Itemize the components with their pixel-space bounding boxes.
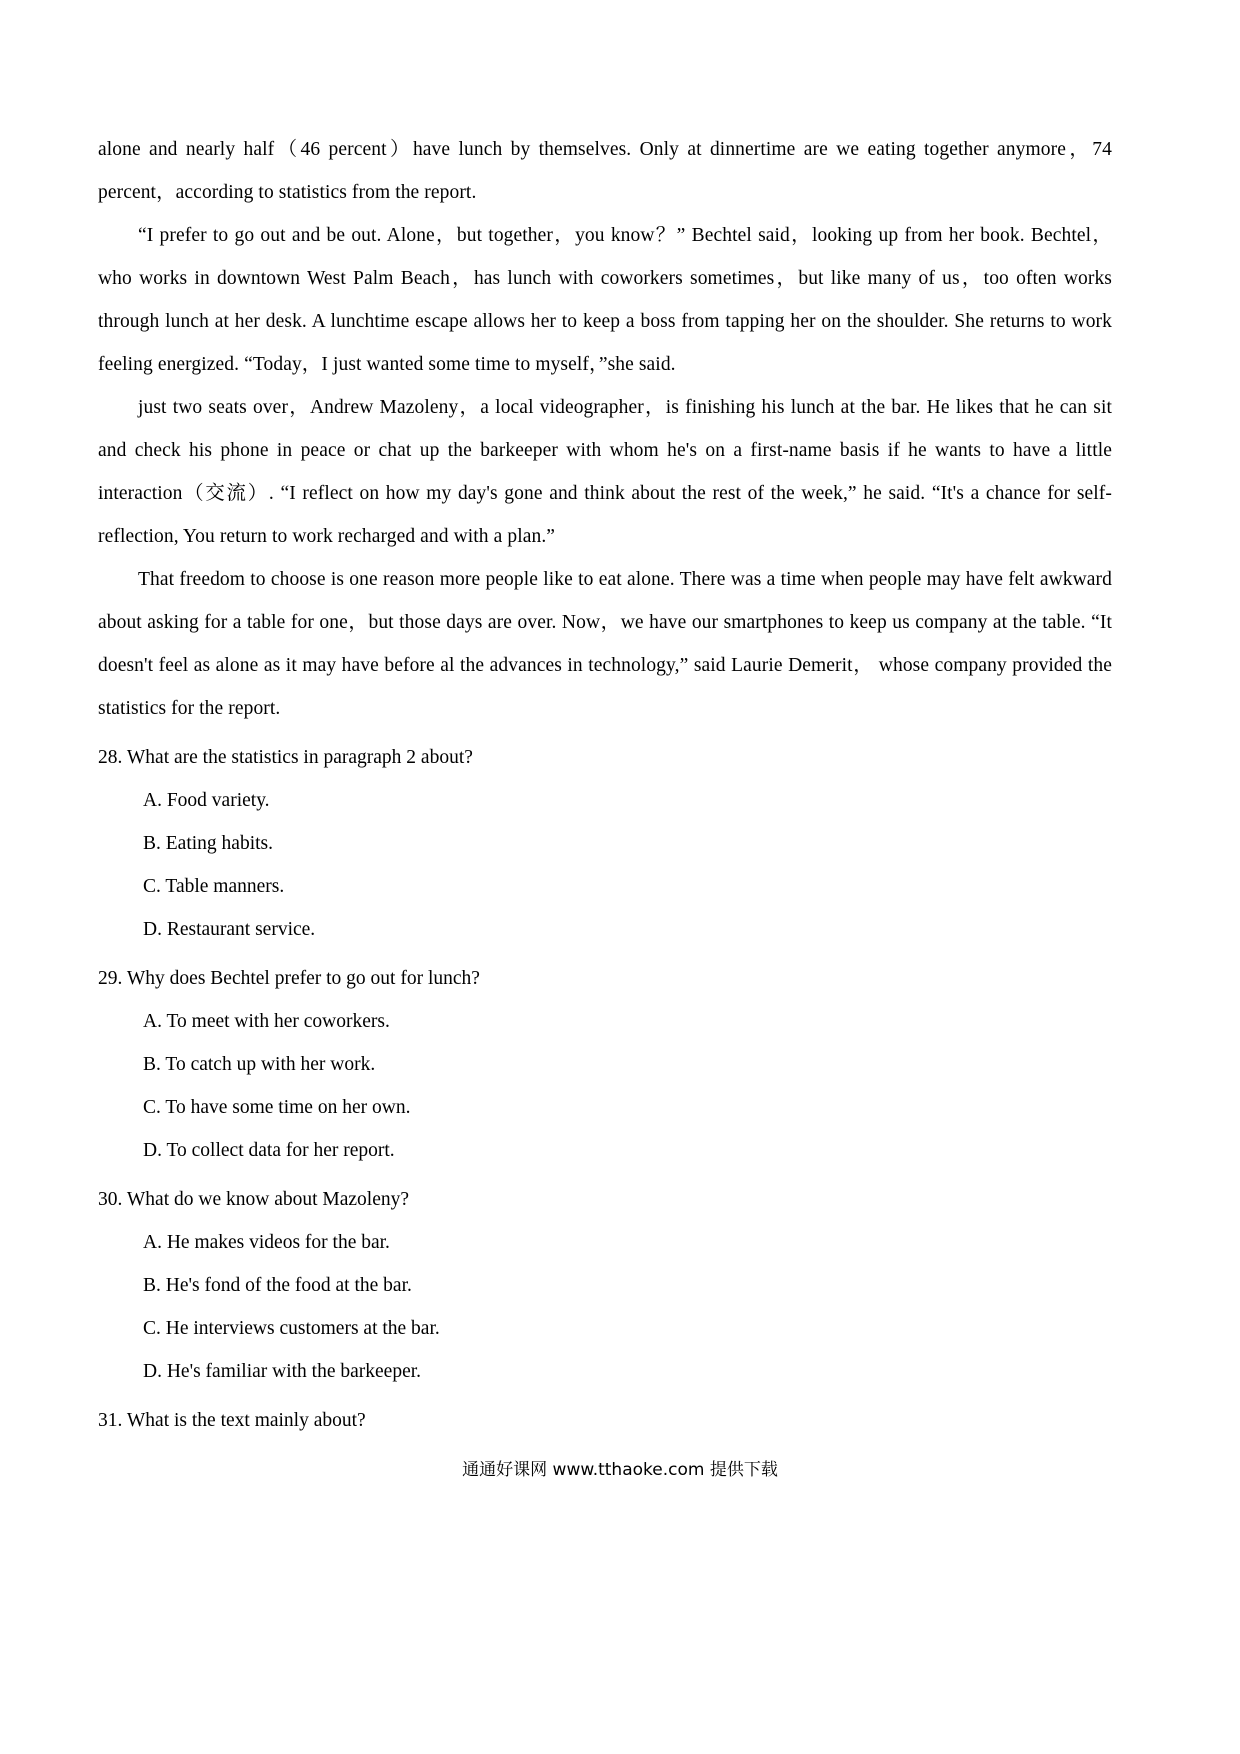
choice-c[interactable]: C. Table manners. — [143, 876, 285, 897]
page-footer: 通通好课网 www.tthaoke.com 提供下载 — [462, 1460, 778, 1480]
paragraph-2: “I prefer to go out and be out. Alone，but together，you know？” Bechtel said，looking up from her book. Bechtel，who works in downtown West Palm Beach，has lunch with coworkers sometimes，but like many of us，too often works through lunch at her desk. A lunchtime escape allows her to keep a boss from tapping her on the shoulder. She returns to work feeling energized. “Today，I just wanted some time to myself，”she said. — [98, 225, 1112, 375]
choice-b[interactable]: B. Eating habits. — [143, 833, 273, 854]
choice-a[interactable]: A. Food variety. — [143, 790, 270, 811]
choice-a[interactable]: A. To meet with her coworkers. — [143, 1011, 390, 1032]
question-28 — [98, 734, 1112, 951]
paragraph-3: just two seats over，Andrew Mazoleny，a local videographer，is finishing his lunch at the bar. He likes that he can sit and check his phone in peace or chat up the barkeeper with whom he's on a first-name basis if he wants to have a little interaction（交流）. “I reflect on how my day's gone and think about the rest of the week,” he said. “It's a chance for self-reflection, You return to work recharged and with a plan.” — [98, 397, 1112, 547]
choice-c[interactable]: C. He interviews customers at the bar. — [143, 1318, 440, 1339]
question-prompt: 29. Why does Bechtel prefer to go out for lunch? — [98, 968, 480, 989]
paragraph-1: alone and nearly half（46 percent）have lunch by themselves. Only at dinnertime are we eating together anymore，74 percent，according to statistics from the report. — [98, 139, 1112, 203]
choice-b[interactable]: B. He's fond of the food at the bar. — [143, 1275, 412, 1296]
choice-b[interactable]: B. To catch up with her work. — [143, 1054, 376, 1075]
question-prompt: 28. What are the statistics in paragraph 2 about? — [98, 747, 473, 768]
choice-a[interactable]: A. He makes videos for the bar. — [143, 1232, 390, 1253]
choice-d[interactable]: D. He's familiar with the barkeeper. — [143, 1361, 422, 1382]
question-prompt: 30. What do we know about Mazoleny? — [98, 1189, 410, 1210]
paragraph-4: That freedom to choose is one reason more people like to eat alone. There was a time when people may have felt awkward about asking for a table for one，but those days are over. Now，we have our smartphones to keep us company at the table. “It doesn't feel as alone as it may have before al the advances in technology,” said Laurie Demerit， whose company provided the statistics for the report. — [98, 569, 1112, 719]
choice-d[interactable]: D. Restaurant service. — [143, 919, 316, 940]
question-29 — [98, 955, 1112, 1172]
choice-c[interactable]: C. To have some time on her own. — [143, 1097, 411, 1118]
choice-d[interactable]: D. To collect data for her report. — [143, 1140, 395, 1161]
question-31 — [98, 1397, 1112, 1442]
question-30 — [98, 1176, 1112, 1393]
question-prompt: 31. What is the text mainly about? — [98, 1410, 366, 1431]
document-body — [98, 128, 1112, 1442]
